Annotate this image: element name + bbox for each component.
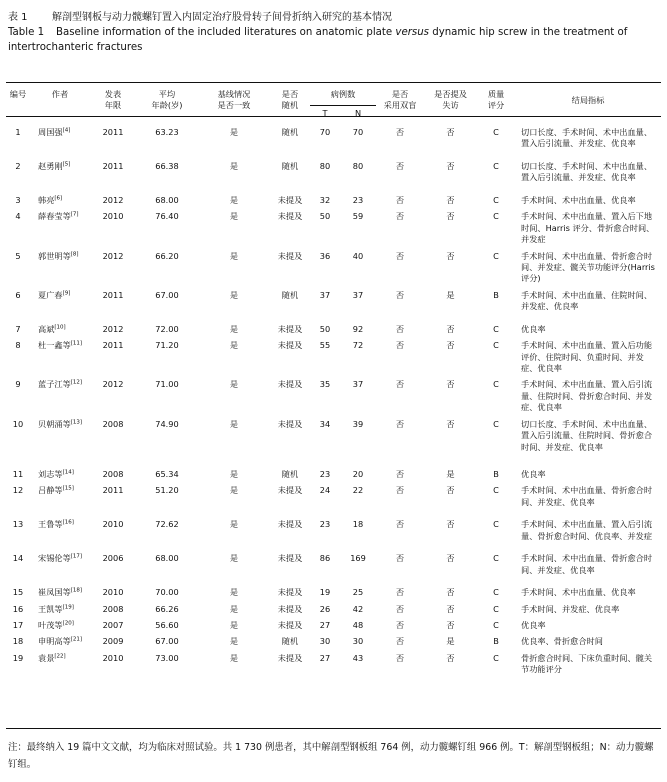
cell-n: 80 <box>352 161 364 171</box>
cell-loss: 是 <box>446 468 455 479</box>
cell-quality: C <box>493 652 499 663</box>
table-title-en-italic: versus <box>395 27 429 38</box>
cell-no: 12 <box>12 485 24 496</box>
cell-age: 76.40 <box>155 211 179 222</box>
cell-random: 随机 <box>281 161 299 171</box>
cell-year: 2010 <box>102 211 124 222</box>
cell-baseline: 是 <box>229 587 239 598</box>
cell-outcome: 手术时间、术中出血量、置入后下地时间、Harris 评分、骨折愈合时间、并发症 <box>521 211 655 245</box>
cell-baseline: 是 <box>229 289 239 300</box>
cell-baseline: 是 <box>229 195 239 205</box>
cell-n: 22 <box>352 485 364 496</box>
reference-marker: [5] <box>62 161 71 168</box>
cell-blind: 否 <box>395 619 405 630</box>
cell-blind: 否 <box>395 250 405 261</box>
cell-author: 吕静等[15] <box>38 485 74 496</box>
cell-random: 未提及 <box>277 485 303 496</box>
cell-t: 34 <box>319 418 331 429</box>
reference-marker: [20] <box>62 620 74 627</box>
table-row <box>6 156 661 190</box>
top-rule <box>6 82 661 83</box>
cell-t: 26 <box>319 603 331 614</box>
cell-loss: 否 <box>446 250 455 261</box>
cell-loss: 否 <box>446 652 455 663</box>
cell-no: 3 <box>15 195 21 205</box>
cell-outcome: 优良率 <box>521 468 546 479</box>
table-row <box>6 246 661 285</box>
cell-no: 7 <box>15 323 21 334</box>
cell-author: 薛春莹等[7] <box>38 211 79 222</box>
cell-t: 19 <box>319 587 331 598</box>
reference-marker: [12] <box>70 379 83 386</box>
cell-outcome: 手术时间、术中出血量、置入后引流量、住院时间、骨折愈合时间、并发症、优良率 <box>521 379 653 413</box>
table-row <box>6 414 661 464</box>
cell-n: 42 <box>352 603 364 614</box>
cell-loss: 否 <box>446 161 455 171</box>
cell-blind: 否 <box>395 418 405 429</box>
cell-t: 36 <box>319 250 331 261</box>
cell-loss: 是 <box>446 289 455 300</box>
cell-blind: 否 <box>395 211 405 222</box>
cell-baseline: 是 <box>229 340 239 351</box>
cell-year: 2010 <box>102 519 124 530</box>
table-label-cn: 表 1 <box>8 12 28 23</box>
cell-t: 32 <box>319 195 331 205</box>
cell-baseline: 是 <box>229 468 239 479</box>
table-row <box>6 582 661 598</box>
cell-quality: C <box>493 211 499 222</box>
cell-loss: 否 <box>446 553 455 564</box>
cell-random: 未提及 <box>277 379 303 390</box>
cell-author: 刘志等[14] <box>38 468 74 479</box>
cell-age: 66.38 <box>155 161 179 171</box>
cell-age: 68.00 <box>155 195 179 205</box>
cell-outcome: 骨折愈合时间、下床负重时间、髋关节功能评分 <box>521 652 653 675</box>
cell-quality: C <box>493 485 499 496</box>
header-baseline: 基线情况 是否一致 <box>217 89 251 110</box>
cell-year: 2007 <box>102 619 124 630</box>
cell-quality: C <box>493 250 499 261</box>
reference-marker: [15] <box>62 485 74 492</box>
cell-n: 20 <box>352 468 364 479</box>
cell-year: 2010 <box>102 652 124 663</box>
reference-marker: [17] <box>70 553 83 560</box>
header-no: 编号 <box>9 89 27 99</box>
cell-outcome: 手术时间、术中出血量、骨折愈合时间、并发症、优良率 <box>521 485 653 507</box>
table-row <box>6 599 661 615</box>
cell-t: 37 <box>319 289 331 300</box>
header-cases: 病例数 <box>310 85 376 106</box>
cell-t: 23 <box>319 468 331 479</box>
cell-loss: 否 <box>446 127 455 137</box>
cell-year: 2008 <box>102 468 124 479</box>
cell-author: 蓝子江等[12] <box>38 379 83 390</box>
table-row <box>6 206 661 245</box>
cell-author: 赵勇刚[5] <box>38 161 71 171</box>
table-row <box>6 374 661 413</box>
cell-blind: 否 <box>395 379 405 390</box>
cell-quality: B <box>493 289 499 300</box>
cell-year: 2012 <box>102 250 124 261</box>
cell-quality: C <box>493 587 499 598</box>
cell-quality: C <box>493 195 499 205</box>
cell-random: 未提及 <box>277 211 303 222</box>
cell-year: 2012 <box>102 195 124 205</box>
cell-outcome: 手术时间、术中出血量、置入后功能评价、住院时间、负重时间、并发症、优良率 <box>521 340 653 374</box>
cell-random: 未提及 <box>277 195 303 205</box>
cell-baseline: 是 <box>229 127 239 137</box>
table-row <box>6 514 661 548</box>
cell-year: 2011 <box>102 485 124 496</box>
cell-n: 169 <box>350 553 366 564</box>
cell-author: 崔凤国等[18] <box>38 587 83 598</box>
cell-no: 15 <box>12 587 24 598</box>
cell-no: 11 <box>12 468 24 479</box>
header-age: 平均 年龄(岁) <box>151 89 183 110</box>
header-loss: 是否提及 失访 <box>434 89 467 110</box>
cell-blind: 否 <box>395 161 405 171</box>
reference-marker: [13] <box>70 418 83 425</box>
cell-author: 申明高等[21] <box>38 636 83 647</box>
cell-random: 未提及 <box>277 519 303 530</box>
cell-age: 63.23 <box>155 127 179 137</box>
cell-outcome: 手术时间、术中出血量、骨折愈合时间、并发症、髋关节功能评分(Harris 评分) <box>521 250 655 284</box>
cell-age: 66.20 <box>155 250 179 261</box>
cell-baseline: 是 <box>229 603 239 614</box>
reference-marker: [10] <box>54 324 66 331</box>
table-row <box>6 464 661 480</box>
cell-baseline: 是 <box>229 379 239 390</box>
cell-age: 67.00 <box>155 289 179 300</box>
cell-n: 39 <box>352 418 364 429</box>
reference-marker: [6] <box>54 195 63 202</box>
header-n: N <box>354 108 362 118</box>
cell-year: 2012 <box>102 379 124 390</box>
cell-baseline: 是 <box>229 323 239 334</box>
cell-author: 高斌[10] <box>38 323 66 334</box>
header-outcome: 结局指标 <box>571 95 605 105</box>
cell-baseline: 是 <box>229 211 239 222</box>
cell-blind: 否 <box>395 289 405 300</box>
cell-n: 59 <box>352 211 364 222</box>
cell-no: 10 <box>12 418 24 429</box>
cell-author: 郭世明等[8] <box>38 250 79 261</box>
cell-loss: 否 <box>446 619 455 630</box>
cell-outcome: 手术时间、术中出血量、骨折愈合时间、并发症、优良率 <box>521 553 653 575</box>
cell-random: 未提及 <box>277 250 303 261</box>
cell-t: 24 <box>319 485 331 496</box>
cell-no: 9 <box>15 379 21 390</box>
cell-quality: C <box>493 619 499 630</box>
header-random: 是否 随机 <box>281 89 299 110</box>
cell-age: 56.60 <box>155 619 179 630</box>
cell-outcome: 优良率 <box>521 323 546 334</box>
table-row <box>6 648 661 678</box>
cell-n: 48 <box>352 619 364 630</box>
reference-marker: [19] <box>62 603 74 610</box>
cell-baseline: 是 <box>229 636 239 647</box>
cell-outcome: 手术时间、术中出血量、置入后引流量、骨折愈合时间、优良率、并发症 <box>521 519 653 541</box>
cell-t: 27 <box>319 619 331 630</box>
cell-t: 86 <box>319 553 331 564</box>
cell-quality: C <box>493 161 499 171</box>
cell-random: 未提及 <box>277 340 303 351</box>
cell-n: 37 <box>352 289 364 300</box>
cell-year: 2009 <box>102 636 124 647</box>
cell-n: 23 <box>352 195 364 205</box>
cell-loss: 否 <box>446 519 455 530</box>
cell-baseline: 是 <box>229 418 239 429</box>
reference-marker: [18] <box>70 587 83 594</box>
cell-no: 6 <box>15 289 21 300</box>
cell-outcome: 切口长度、手术时间、术中出血量、置入后引流量、并发症、优良率 <box>521 161 653 183</box>
cell-outcome: 优良率、骨折愈合时间 <box>521 636 603 647</box>
table-title-english <box>8 26 658 55</box>
cell-quality: C <box>493 553 499 564</box>
cell-year: 2012 <box>102 323 124 334</box>
cell-no: 13 <box>12 519 24 530</box>
cell-blind: 否 <box>395 652 405 663</box>
cell-outcome: 手术时间、术中出血量、优良率 <box>521 587 636 598</box>
cell-no: 16 <box>12 603 24 614</box>
cell-baseline: 是 <box>229 161 239 171</box>
cell-outcome: 手术时间、术中出血量、优良率 <box>521 195 636 205</box>
reference-marker: [8] <box>70 250 79 257</box>
cell-blind: 否 <box>395 485 405 496</box>
cell-loss: 否 <box>446 379 455 390</box>
cell-author: 贝朝涌等[13] <box>38 418 83 429</box>
cell-author: 王鲁等[16] <box>38 519 74 530</box>
cell-age: 68.00 <box>155 553 179 564</box>
cell-age: 71.00 <box>155 379 179 390</box>
cell-blind: 否 <box>395 127 405 137</box>
cell-n: 43 <box>352 652 364 663</box>
baseline-table <box>6 85 661 678</box>
cell-author: 叶茂等[20] <box>38 619 74 630</box>
cell-random: 未提及 <box>277 619 303 630</box>
cell-blind: 否 <box>395 323 405 334</box>
cell-blind: 否 <box>395 587 405 598</box>
reference-marker: [14] <box>62 468 74 475</box>
cell-t: 30 <box>319 636 331 647</box>
cell-age: 72.00 <box>155 323 179 334</box>
table-footnote: 注：最终纳入 19 篇中文文献，均为临床对照试验。共 1 730 例患者，其中解剖型钢板组 764 例，动力髋螺钉组 966 例。T：解剖型钢板组；N：动力髋螺钉组。 <box>8 742 654 770</box>
cell-loss: 否 <box>446 340 455 351</box>
cell-random: 随机 <box>281 468 299 479</box>
cell-loss: 否 <box>446 603 455 614</box>
cell-loss: 否 <box>446 195 455 205</box>
table-body <box>6 122 661 678</box>
reference-marker: [22] <box>54 652 66 659</box>
cell-age: 72.62 <box>155 519 179 530</box>
header-year: 发表 年限 <box>104 89 122 110</box>
cell-quality: C <box>493 379 499 390</box>
header-quality: 质量 评分 <box>487 89 505 110</box>
cell-outcome: 优良率 <box>521 619 546 630</box>
table-title-chinese <box>8 8 392 23</box>
table-title-en-text-a: Baseline information of the included literatures on anatomic plate <box>56 27 396 38</box>
cell-year: 2008 <box>102 418 124 429</box>
reference-marker: [11] <box>70 340 83 347</box>
cell-t: 55 <box>319 340 331 351</box>
cell-blind: 否 <box>395 519 405 530</box>
reference-marker: [4] <box>62 127 71 134</box>
cell-no: 5 <box>15 250 21 261</box>
cell-age: 51.20 <box>155 485 179 496</box>
cell-loss: 否 <box>446 211 455 222</box>
cell-age: 74.90 <box>155 418 179 429</box>
cell-t: 80 <box>319 161 331 171</box>
cell-random: 未提及 <box>277 587 303 598</box>
cell-loss: 否 <box>446 587 455 598</box>
cell-n: 40 <box>352 250 364 261</box>
cell-baseline: 是 <box>229 519 239 530</box>
cell-no: 19 <box>12 652 24 663</box>
cell-random: 未提及 <box>277 603 303 614</box>
cell-t: 50 <box>319 211 331 222</box>
cell-author: 王凯等[19] <box>38 603 74 614</box>
cell-age: 67.00 <box>155 636 179 647</box>
cell-age: 70.00 <box>155 587 179 598</box>
cell-no: 2 <box>15 161 21 171</box>
bottom-rule <box>6 728 661 729</box>
cell-n: 25 <box>352 587 364 598</box>
cell-blind: 否 <box>395 603 405 614</box>
cell-quality: B <box>493 636 499 647</box>
cell-t: 70 <box>319 127 331 137</box>
cell-quality: C <box>493 519 499 530</box>
table-row <box>6 335 661 374</box>
table-row <box>6 631 661 647</box>
cell-author: 韩亮[6] <box>38 195 63 205</box>
cell-author: 夏广春[9] <box>38 289 71 300</box>
cell-loss: 否 <box>446 485 455 496</box>
cell-t: 35 <box>319 379 331 390</box>
cell-author: 袁景[22] <box>38 652 66 663</box>
cell-quality: B <box>493 468 499 479</box>
cell-loss: 否 <box>446 323 455 334</box>
cell-year: 2006 <box>102 553 124 564</box>
reference-marker: [7] <box>70 211 79 218</box>
cell-quality: C <box>493 418 499 429</box>
cell-no: 4 <box>15 211 21 222</box>
cell-quality: C <box>493 603 499 614</box>
header-t: T <box>322 108 328 118</box>
cell-t: 50 <box>319 323 331 334</box>
cell-year: 2011 <box>102 127 124 137</box>
cell-year: 2010 <box>102 587 124 598</box>
cell-random: 随机 <box>281 636 299 647</box>
table-row <box>6 319 661 335</box>
cell-outcome: 手术时间、术中出血量、住院时间、并发症、优良率 <box>521 289 653 312</box>
reference-marker: [9] <box>62 290 71 297</box>
table-title-cn-text: 解剖型钢板与动力髋螺钉置入内固定治疗股骨转子间骨折纳入研究的基本情况 <box>52 12 392 23</box>
cell-age: 73.00 <box>155 652 179 663</box>
cell-blind: 否 <box>395 553 405 564</box>
table-row <box>6 190 661 206</box>
cell-baseline: 是 <box>229 619 239 630</box>
cell-n: 37 <box>352 379 364 390</box>
cell-no: 14 <box>12 553 24 564</box>
cell-n: 72 <box>352 340 364 351</box>
cell-random: 未提及 <box>277 418 303 429</box>
cell-t: 27 <box>319 652 331 663</box>
cell-age: 65.34 <box>155 468 179 479</box>
reference-marker: [21] <box>70 636 83 643</box>
cell-author: 杜一鑫等[11] <box>38 340 83 351</box>
table-row <box>6 122 661 156</box>
cell-no: 8 <box>15 340 21 351</box>
cell-blind: 否 <box>395 468 405 479</box>
header-author: 作者 <box>51 89 69 99</box>
table-row <box>6 615 661 631</box>
cell-random: 未提及 <box>277 652 303 663</box>
cell-author: 宋锡伦等[17] <box>38 553 83 564</box>
header-blind: 是否 采用双盲 <box>383 89 417 110</box>
cell-author: 周国强[4] <box>38 127 71 137</box>
table-label-en: Table 1 <box>8 27 45 38</box>
cell-baseline: 是 <box>229 485 239 496</box>
cell-age: 66.26 <box>155 603 179 614</box>
cell-loss: 是 <box>446 636 455 647</box>
cell-no: 17 <box>12 619 24 630</box>
cell-random: 未提及 <box>277 553 303 564</box>
cell-quality: C <box>493 340 499 351</box>
cell-blind: 否 <box>395 340 405 351</box>
cell-loss: 否 <box>446 418 455 429</box>
cell-year: 2011 <box>102 289 124 300</box>
cell-blind: 否 <box>395 636 405 647</box>
cell-outcome: 切口长度、手术时间、术中出血量、置入后引流量、并发症、优良率 <box>521 127 653 149</box>
cell-age: 71.20 <box>155 340 179 351</box>
cell-random: 随机 <box>281 127 299 137</box>
cell-year: 2011 <box>102 340 124 351</box>
cell-n: 70 <box>352 127 364 137</box>
cell-year: 2011 <box>102 161 124 171</box>
reference-marker: [16] <box>62 519 74 526</box>
cell-random: 未提及 <box>277 323 303 334</box>
cell-year: 2008 <box>102 603 124 614</box>
cell-n: 18 <box>352 519 364 530</box>
cell-quality: C <box>493 323 499 334</box>
cell-random: 随机 <box>281 289 299 300</box>
table-row <box>6 285 661 319</box>
cell-baseline: 是 <box>229 553 239 564</box>
cell-baseline: 是 <box>229 250 239 261</box>
cell-quality: C <box>493 127 499 137</box>
cell-no: 18 <box>12 636 24 647</box>
table-row <box>6 548 661 582</box>
cell-n: 30 <box>352 636 364 647</box>
table-row <box>6 480 661 514</box>
cell-no: 1 <box>15 127 21 137</box>
cell-outcome: 手术时间、并发症、优良率 <box>521 603 620 614</box>
cell-baseline: 是 <box>229 652 239 663</box>
cell-t: 23 <box>319 519 331 530</box>
cell-n: 92 <box>352 323 364 334</box>
cell-outcome: 切口长度、手术时间、术中出血量、置入后引流量、住院时间、骨折愈合时间、并发症、优良率 <box>521 418 653 452</box>
table-title-en-text-b: dynamic hip screw in the treatment of intertrochanteric fractures <box>8 27 628 53</box>
cell-blind: 否 <box>395 195 405 205</box>
